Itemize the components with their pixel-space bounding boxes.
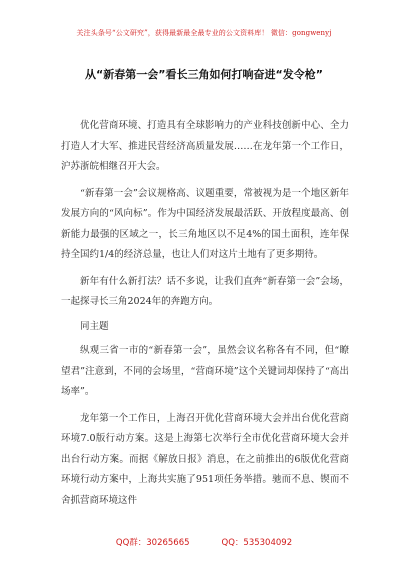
paragraph-1: 优化营商环境、打造具有全球影响力的产业科技创新中心、全力打造人才大军、推进民营经济高质量发展……在龙年第一个工作日，沪苏浙皖相继召开大会。 <box>61 120 349 172</box>
header-note: 关注头条号“公文研究”，获得最新最全最专业的公文资料库！ 微信：gongwenyj <box>76 29 332 37</box>
section-heading: 同主题 <box>80 320 109 332</box>
footer-contact <box>0 536 408 548</box>
footer-qq: QQ：535304092 <box>221 538 293 548</box>
paragraph-5: 龙年第一个工作日，上海召开优化营商环境大会并出台优化营商环境7.0版行动方案。这是上海第七次举行全市优化营商环境大会并出台行动方案。而据《解放日报》消息，在之前推出的6版优化营商环境行动方案中，上海共实施了951项任务举措。驰而不息、锲而不舍抓营商环境这件 <box>61 412 349 506</box>
paragraph-4: 纵观三省一市的“新春第一会”，虽然会议名称各有不同，但“瞭望君”注意到，不同的会场里，“营商环境”这个关键词却保持了“高出场率”。 <box>61 345 349 397</box>
document-title: 从“新春第一会”看长三角如何打响奋进“发令枪” <box>85 68 323 81</box>
document-body <box>61 116 349 517</box>
paragraph-3: 新年有什么新打法？话不多说，让我们直奔“新春第一会”会场，一起探寻长三角2024年的奔跑方向。 <box>61 275 349 307</box>
footer-qq-group: QQ群：30265665 <box>115 538 190 548</box>
paragraph-2: “新春第一会”会议规格高、议题重要，常被视为是一个地区新年发展方向的“风向标”。作为中国经济发展最活跃、开放程度最高、创新能力最强的区域之一，长三角地区以不足4%的国土面积，连年保持全国约1/4的经济总量，也让人们对这片土地有了更多期待。 <box>61 187 349 260</box>
